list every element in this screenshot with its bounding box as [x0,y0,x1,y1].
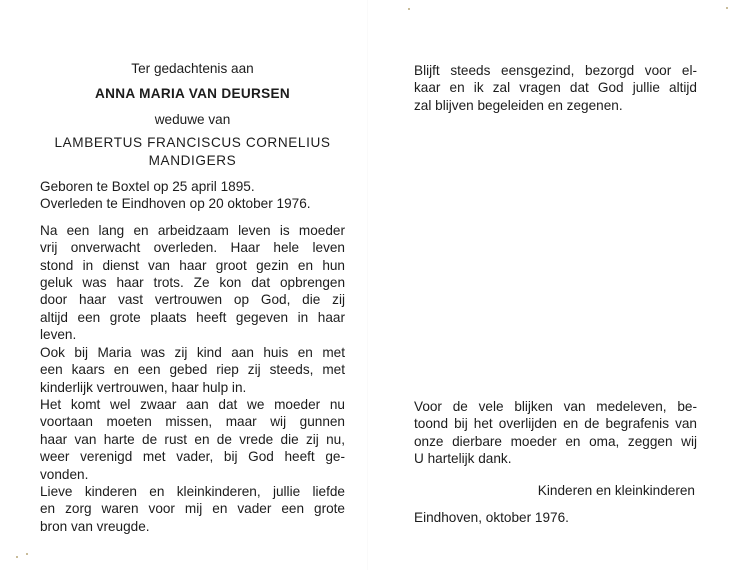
place-date: Eindhoven, oktober 1976. [414,510,569,526]
paper-speck [26,553,28,555]
paper-speck [408,8,410,10]
signature: Kinderen en kleinkinderen [537,482,695,498]
text-line: kinderlijk vertrouwen, haar hulp in. [40,379,247,395]
paper-speck [726,7,728,9]
death-line: Overleden te Eindhoven op 20 oktober 1976. [40,196,311,212]
paragraph [40,222,345,344]
paragraph [40,396,345,483]
text-line: en zorg waren voor mij en vader een grote [40,501,345,517]
text-line: Het komt wel zwaar aan dat we moeder nu [40,396,345,412]
card-fold [367,0,368,570]
text-line: leven. [40,327,77,343]
text-line: haar van harte de rust en de vrede die zij nu, [40,431,345,447]
paper-speck [16,556,18,558]
paragraph [40,483,345,535]
text-line: Na een lang en arbeidzaam leven is moeder [40,222,345,238]
text-line: door haar vast vertrouwen op God, die zij [40,292,345,308]
husband-name-line: MANDIGERS [148,152,237,168]
thank-you-note [414,398,697,526]
text-line: weer verenigd met vader, bij God heeft ge- [40,449,345,465]
text-line: vrij onverwacht overleden. Haar hele leven [40,240,345,256]
text-line: kaar en ik zal vragen dat God jullie altijd [414,80,697,96]
memorial-intro: Ter gedachtenis aan [131,61,254,76]
husband-name [40,134,345,169]
text-line: Lieve kinderen en kleinkinderen, jullie liefde [40,483,345,499]
thanks-line: U hartelijk dank. [414,451,512,467]
text-line: Ook bij Maria was zij kind aan huis en met [40,344,345,360]
deceased-name: ANNA MARIA VAN DEURSEN [95,86,290,102]
husband-name-line: LAMBERTUS FRANCISCUS CORNELIUS [54,135,331,151]
text-line: Blijft steeds eensgezind, bezorgd voor el- [414,63,697,78]
paragraph [40,344,345,396]
birth-line: Geboren te Boxtel op 25 april 1895. [40,179,255,195]
text-line: voortaan moeten missen, maar wij gunnen [40,414,345,430]
text-line: zal blijven begeleiden en zegenen. [414,97,623,113]
text-line: geluk was haar trots. Ze kon dat opbrengen [40,275,345,291]
life-dates [40,178,345,213]
thanks-line: onze dierbare moeder en oma, zeggen wij [414,433,697,449]
widow-of-label: weduwe van [154,111,231,127]
right-page-continuation [414,62,697,114]
thanks-line: Voor de vele blijken van medeleven, be- [414,399,697,414]
text-line: stond in dienst van haar groot gezin en hun [40,257,345,273]
text-line: vonden. [40,466,89,482]
thanks-line: toond bij het overlijden en de begrafenis van [414,416,697,432]
text-line: altijd een grote plaats heeft gegeven in haar [40,309,345,325]
text-line: bron van vreugde. [40,518,150,534]
left-page [40,60,345,535]
text-line: een kaars en een gebed riep zij steeds, met [40,362,345,378]
